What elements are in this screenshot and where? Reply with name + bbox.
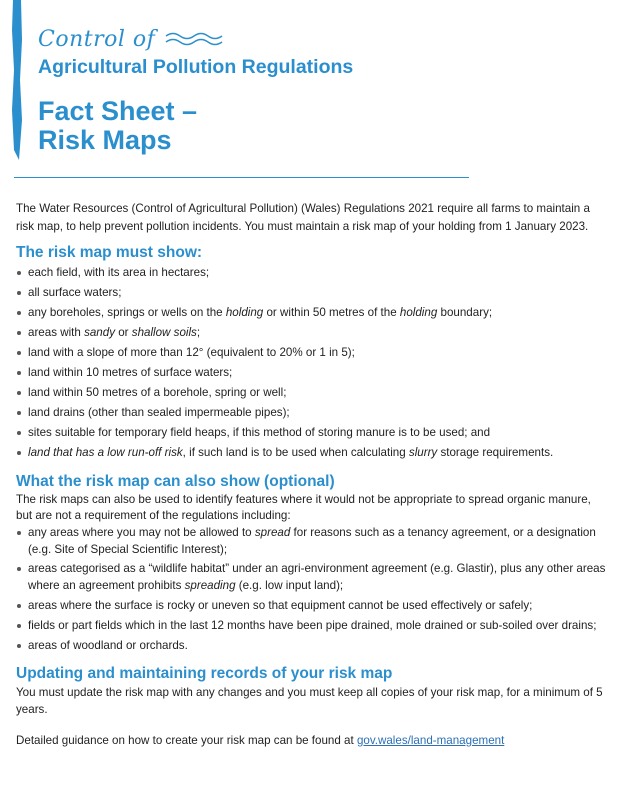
main-content (16, 200, 610, 750)
wave-icon (165, 30, 227, 48)
page-title-line-1: Fact Sheet – (38, 96, 198, 126)
list-item: land that has a low run-off risk, if such land is to be used when calculating slurry storage requirements. (16, 443, 610, 463)
list-item: sites suitable for temporary field heaps, if this method of storing manure is to be used; and (16, 423, 610, 443)
list-item: any areas where you may not be allowed to spread for reasons such as a tenancy agreement, or a designation (e.g. Site of Special Scientific Interest); (16, 524, 610, 558)
list-item: any boreholes, springs or wells on the holding or within 50 metres of the holding boundary; (16, 303, 610, 323)
list-item: land with a slope of more than 12° (equivalent to 20% or 1 in 5); (16, 343, 610, 363)
updating-paragraph: You must update the risk map with any changes and you must keep all copies of your risk map, for a minimum of 5 years. (16, 686, 603, 716)
list-item: areas categorised as a “wildlife habitat” under an agri-environment agreement (e.g. Glastir), plus any other areas where an agreement prohibits spreading (e.g. low input land); (16, 560, 610, 594)
list-item: each field, with its area in hectares; (16, 263, 610, 283)
page-title-line-2: Risk Maps (38, 125, 172, 155)
list-item: land within 50 metres of a borehole, spring or well; (16, 383, 610, 403)
list-item: land within 10 metres of surface waters; (16, 363, 610, 383)
list-item: all surface waters; (16, 283, 610, 303)
guidance-text: Detailed guidance on how to create your risk map can be found at (16, 734, 357, 747)
optional-list (16, 524, 610, 656)
script-title-row (38, 24, 598, 54)
intro-paragraph: The Water Resources (Control of Agricultural Pollution) (Wales) Regulations 2021 require all farms to maintain a risk map, to help prevent pollution incidents. You must maintain a risk map of your holding from 1 January 2023. (16, 202, 590, 233)
page-title (38, 97, 598, 155)
list-item: areas with sandy or shallow soils; (16, 323, 610, 343)
header (38, 24, 598, 155)
optional-heading: What the risk map can also show (optional) (16, 473, 335, 490)
list-item: areas of woodland or orchards. (16, 636, 610, 656)
updating-heading: Updating and maintaining records of your risk map (16, 665, 393, 682)
subtitle: Agricultural Pollution Regulations (38, 56, 354, 78)
must-show-heading: The risk map must show: (16, 244, 203, 261)
optional-lead: The risk maps can also be used to identify features where it would not be appropriate to spread organic manure, but are not a requirement of the regulations including: (16, 493, 591, 522)
must-show-list (16, 263, 610, 463)
list-item: fields or part fields which in the last 12 months have been pipe drained, mole drained or sub-soiled over drains; (16, 616, 610, 636)
guidance-link[interactable]: gov.wales/land-management (356, 734, 505, 747)
brush-stroke-decoration (10, 0, 24, 160)
list-item: areas where the surface is rocky or uneven so that equipment cannot be used effectively or safely; (16, 596, 610, 616)
list-item: land drains (other than sealed impermeable pipes); (16, 403, 610, 423)
guidance-paragraph (16, 732, 610, 750)
header-divider (14, 177, 469, 178)
script-title: Control of (38, 26, 156, 52)
